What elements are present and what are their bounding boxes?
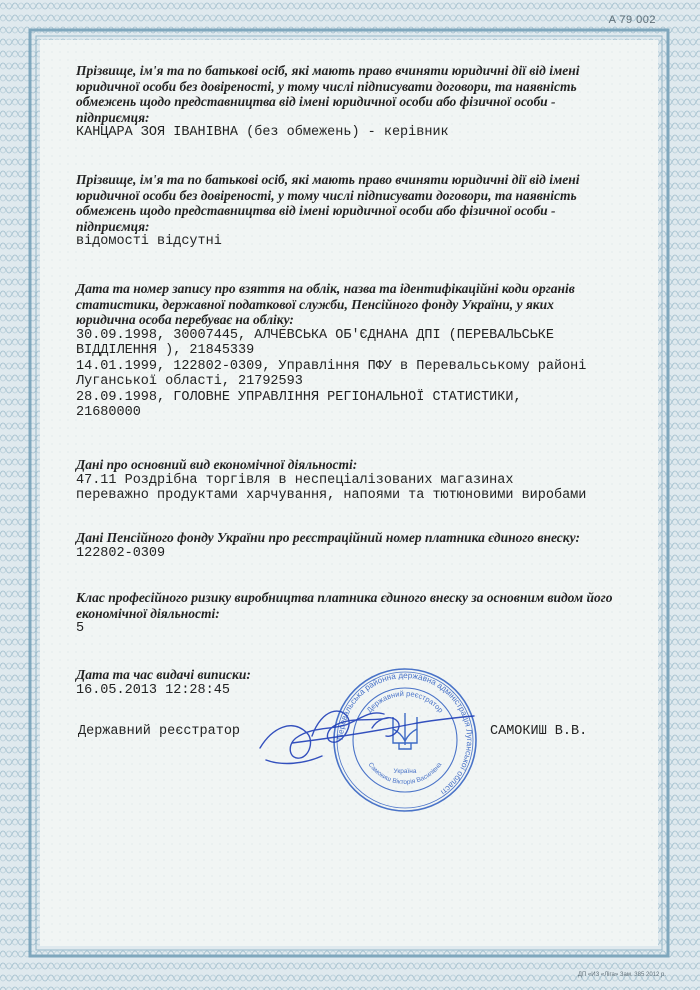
section-value: відомості відсутні	[76, 234, 222, 249]
section-value: 122802-0309	[76, 545, 166, 561]
section-heading: Прізвище, ім'я та по батькові осіб, які мають право вчиняти юридичні дії від імені юридичної особи без довіреності, у тому числі підписувати договори, та наявність обмежень щодо представництва від імені юридичної особи або фізичної особи - підприємця:	[76, 172, 580, 234]
pension-fund-section	[76, 530, 616, 561]
section-value: 5	[76, 621, 85, 636]
stamp-inner-top-text: Державний реєстратор	[364, 688, 446, 715]
registrar-name: САМОКИШ В.В.	[490, 724, 588, 739]
footer-code: ДП «ИЗ «Ліга» Зам. 385 2012 р.	[577, 972, 666, 978]
section-value: 21680000	[76, 405, 141, 420]
stamp-inner-bottom-text: Самокиш Вікторія Василівна	[366, 761, 444, 787]
section-value: 14.01.1999, 122802-0309, Управління ПФУ в Перевальському районі	[76, 358, 587, 374]
section-heading: Дата та час видачі виписки:	[76, 667, 251, 682]
section-heading: Прізвище, ім'я та по батькові осіб, які мають право вчиняти юридичні дії від імені юридичної особи без довіреності, у тому числі підписувати договори, та наявність обмежень щодо представництва від імені юридичної особи або фізичної особи - підприємця:	[76, 63, 580, 125]
serial-number: A 79 002	[608, 14, 656, 26]
section-value: 47.11 Роздрібна торгівля в неспеціалізованих магазинах	[76, 472, 514, 488]
section-value: 30.09.1998, 30007445, АЛЧЕВСЬКА ОБ'ЄДНАНА ДПІ (ПЕРЕВАЛЬСЬКЕ	[76, 327, 554, 343]
section-heading: Дані Пенсійного фонду України про реєстраційний номер платника єдиного внеску:	[76, 530, 580, 545]
stamp-country: Україна	[393, 768, 417, 775]
stamp-outer-text: Перевальська районна державна адміністрація Луганської області	[335, 670, 475, 797]
section-heading: Дата та номер запису про взяття на облік, назва та ідентифікаційні коди органів статистики, державної податкової служби, Пенсійного фонду України, у яких юридична особа перебуває на обліку:	[76, 281, 575, 327]
section-value: 16.05.2013 12:28:45	[76, 682, 230, 698]
risk-class-section	[76, 590, 616, 637]
section-value: переважно продуктами харчування, напоями та тютюновими виробами	[76, 488, 587, 503]
registration-records-section	[76, 281, 616, 421]
section-value: Луганської області, 21792593	[76, 374, 303, 389]
section-value: КАНЦАРА ЗОЯ ІВАНІВНА (без обмежень) - керівник	[76, 125, 449, 140]
authorized-persons-section-1	[76, 63, 616, 141]
registrar-title: Державний реєстратор	[78, 724, 241, 739]
economic-activity-section	[76, 457, 616, 504]
section-heading: Дані про основний вид економічної діяльності:	[76, 457, 358, 472]
section-value: ВІДДІЛЕННЯ ), 21845339	[76, 343, 255, 358]
section-value: 28.09.1998, ГОЛОВНЕ УПРАВЛІННЯ РЕГІОНАЛЬНОЇ СТАТИСТИКИ,	[76, 389, 522, 405]
signature-scribble	[252, 688, 482, 798]
authorized-persons-section-2	[76, 172, 616, 250]
section-heading: Клас професійного ризику виробництва платника єдиного внеску за основним видом його економічної діяльності:	[76, 590, 613, 621]
